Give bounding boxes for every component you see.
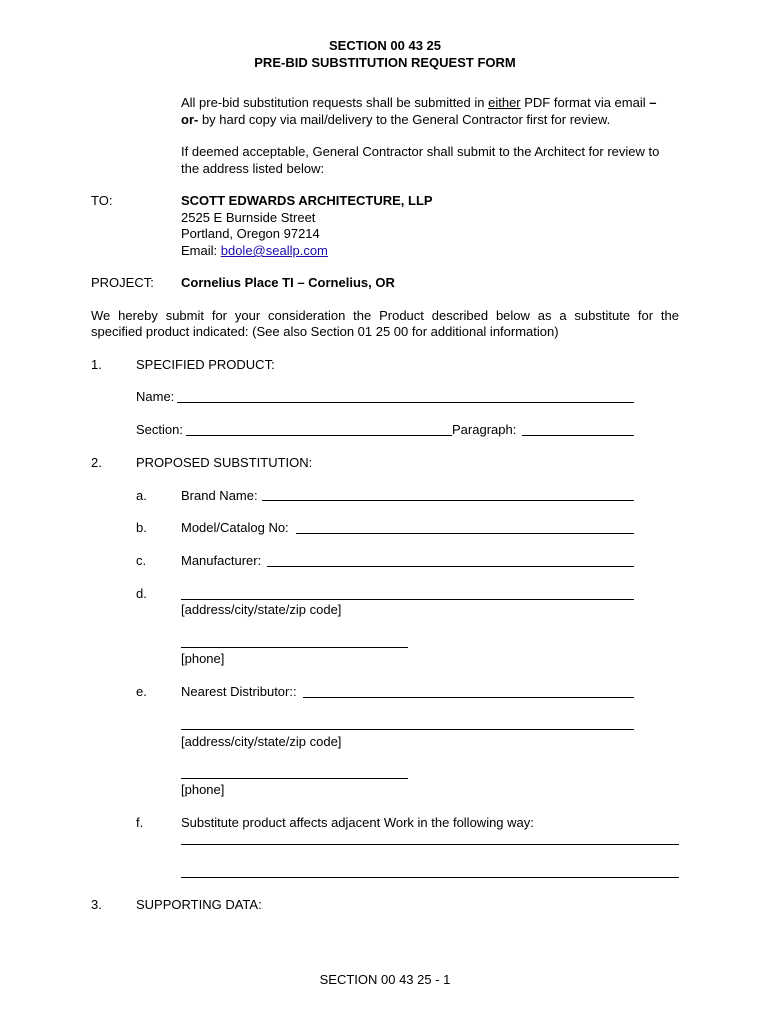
distributor-name-field[interactable] (303, 697, 634, 698)
specified-paragraph-field[interactable] (522, 435, 634, 436)
distributor-address-caption: [address/city/state/zip code] (181, 734, 342, 749)
intro-dash: – (649, 95, 657, 110)
s3-number: 3. (91, 897, 102, 912)
brand-name-label: Brand Name: (181, 488, 258, 503)
s2-c-letter: c. (136, 553, 147, 568)
email-label: Email: (181, 243, 221, 258)
distributor-phone-field[interactable] (181, 778, 408, 779)
distributor-phone-caption: [phone] (181, 782, 225, 797)
intro-text-c: by hard copy via mail/delivery to the General Contractor first for review. (198, 112, 611, 127)
to-label: TO: (91, 193, 113, 208)
statement-line-1: We hereby submit for your consideration the Product described below as a substitute for the (91, 308, 679, 323)
specified-section-label: Section: (136, 422, 183, 437)
adjacent-work-label: Substitute product affects adjacent Work in the following way: (181, 815, 534, 830)
intro-line-2 (181, 112, 610, 127)
manufacturer-field[interactable] (267, 566, 634, 567)
section-number: SECTION 00 43 25 (329, 38, 441, 53)
specified-paragraph-label: Paragraph: (452, 422, 517, 437)
manufacturer-address-field[interactable] (181, 599, 634, 600)
s2-number: 2. (91, 455, 102, 470)
adjacent-work-field-2[interactable] (181, 877, 679, 878)
s1-title: SPECIFIED PRODUCT: (136, 357, 275, 372)
s2-e-letter: e. (136, 684, 147, 699)
project-value: Cornelius Place TI – Cornelius, OR (181, 275, 395, 290)
intro-text-b: PDF format via email (520, 95, 650, 110)
manufacturer-label: Manufacturer: (181, 553, 262, 568)
adjacent-work-field-1[interactable] (181, 844, 679, 845)
architect-firm: SCOTT EDWARDS ARCHITECTURE, LLP (181, 193, 433, 208)
manufacturer-address-caption: [address/city/state/zip code] (181, 602, 342, 617)
specified-name-field[interactable] (177, 402, 634, 403)
statement-line-2: specified product indicated: (See also Section 01 25 00 for additional information) (91, 324, 559, 339)
specified-name-label: Name: (136, 389, 175, 404)
page-footer: SECTION 00 43 25 - 1 (319, 972, 451, 987)
s3-title: SUPPORTING DATA: (136, 897, 262, 912)
s2-a-letter: a. (136, 488, 147, 503)
s2-d-letter: d. (136, 586, 147, 601)
s1-number: 1. (91, 357, 102, 372)
intro-line-1 (181, 95, 656, 110)
manufacturer-phone-field[interactable] (181, 647, 408, 648)
brand-name-field[interactable] (262, 500, 634, 501)
architect-email-line (181, 243, 328, 258)
email-link[interactable]: bdole@seallp.com (220, 243, 328, 258)
intro-p2-line-2: the address listed below: (181, 161, 325, 176)
manufacturer-phone-caption: [phone] (181, 651, 225, 666)
distributor-address-field[interactable] (181, 729, 634, 730)
project-label: PROJECT: (91, 275, 154, 290)
distributor-label: Nearest Distributor:: (181, 684, 297, 699)
s2-title: PROPOSED SUBSTITUTION: (136, 455, 313, 470)
s2-f-letter: f. (136, 815, 144, 830)
model-catalog-field[interactable] (296, 533, 634, 534)
intro-either: either (488, 95, 521, 110)
specified-section-field[interactable] (186, 435, 452, 436)
model-catalog-label: Model/Catalog No: (181, 520, 289, 535)
intro-or: or- (181, 112, 199, 127)
architect-city: Portland, Oregon 97214 (181, 226, 320, 241)
form-title: PRE-BID SUBSTITUTION REQUEST FORM (254, 55, 516, 70)
s2-b-letter: b. (136, 520, 147, 535)
intro-text-a: All pre-bid substitution requests shall be submitted in (181, 95, 489, 110)
intro-p2-line-1: If deemed acceptable, General Contractor shall submit to the Architect for review to (181, 144, 660, 159)
architect-street: 2525 E Burnside Street (181, 210, 316, 225)
